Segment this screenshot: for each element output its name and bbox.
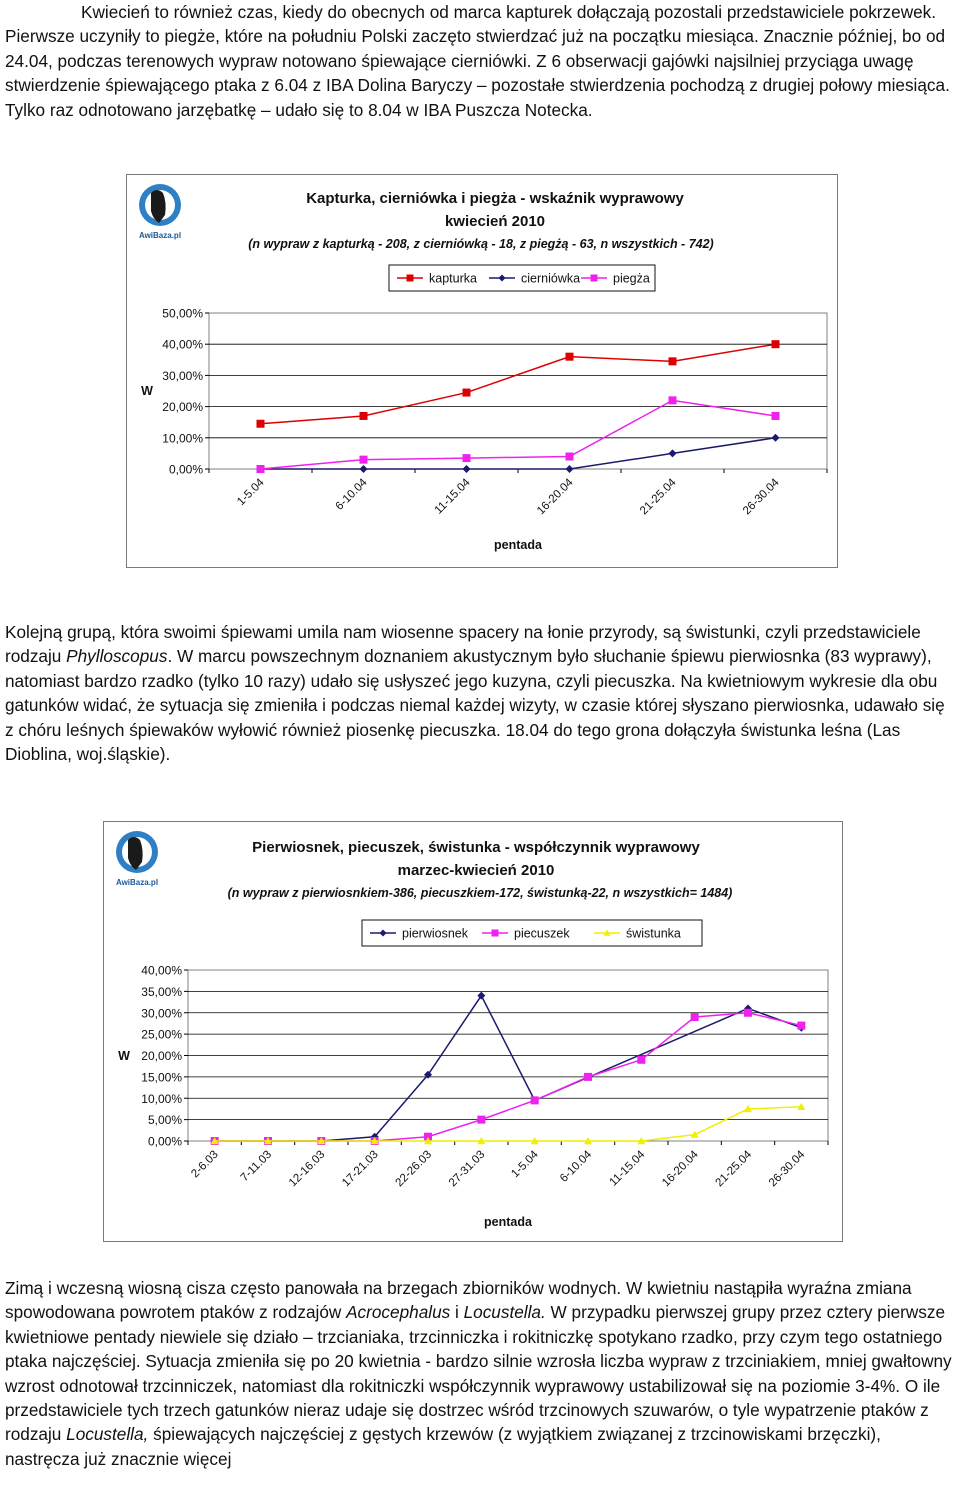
chart-subtitle: marzec-kwiecień 2010 bbox=[397, 862, 555, 879]
legend-marker bbox=[407, 275, 414, 282]
series-line bbox=[261, 344, 776, 424]
legend-label: pierwiosnek bbox=[402, 926, 469, 941]
data-point bbox=[566, 353, 574, 361]
chart-legend bbox=[362, 920, 702, 946]
y-tick-label: 40,00% bbox=[141, 963, 182, 978]
chart-kapturka-ciernowka-piegza bbox=[126, 174, 838, 568]
y-tick-label: 30,00% bbox=[162, 368, 203, 383]
paragraph-text: Zimą i wczesną wiosną cisza często panowała na brzegach zbiorników wodnych. W kwietniu nastąpiła wyraźna zmiana spowodowana powrotem ptaków z rodzajów bbox=[5, 1278, 912, 1323]
x-tick-label: 7-11.03 bbox=[238, 1148, 275, 1185]
data-point bbox=[477, 992, 485, 1000]
chart-title: Kapturka, cierniówka i piegża - wskaźnik wyprawowy bbox=[306, 190, 684, 207]
x-tick-label: 6-10.04 bbox=[558, 1148, 595, 1185]
data-point bbox=[772, 340, 780, 348]
data-point bbox=[566, 465, 574, 473]
chart-legend bbox=[389, 265, 655, 291]
paragraph-text: . W marcu powszechnym doznaniem akustycznym było słuchanie śpiewu pierwiosnka (83 wyprawy), natomiast bardzo rzadko (tylko 10 razy) udało się usłyszeć jego kuzyna, czyli piecuszka. Na kwietniowym wykresie dla obu gatunków widać, że sytuacja się zmieniła i podczas niemal każdej wizyty, w czasie której słyszano pierwiosnka, udawało się z chóru leśnych śpiewaków wyłowić również piosenkę piecuszka. 18.04 do tego grona dołączyła świstunka leśna (Las Dioblina, woj.śląskie). bbox=[5, 646, 945, 765]
plot-area bbox=[141, 964, 828, 1190]
y-tick-label: 5,00% bbox=[147, 1113, 182, 1128]
legend-marker bbox=[492, 930, 499, 937]
genus-name: Locustella. bbox=[463, 1302, 546, 1323]
paragraph-text: W przypadku pierwszej grupy przez cztery pierwsze kwietniowe pentady niewiele się działo – trzcianiaka, trzcinniczka i rokitniczkę spotykano rzadko, przy czym tego ostatniego ptaka najczęściej. Sytuacja zmieniła się po 20 kwietnia - bardzo silnie wzrosła liczba wypraw z trzciniakiem, mniej gwałtowny wzrost odnotował trzcinniczek, natomiast dla rokitniczki współczynnik wyprawowy ustabilizował się na poziomie 3-4%. O ile przedstawiciele tych trzech gatunków nieraz udaje się dostrzec wśród trzcinowych szuwarów, o tyle wypatrzenie ptaków z rodzaju bbox=[5, 1302, 952, 1445]
paragraph-text: Kolejną grupą, która swoimi śpiewami umila nam wiosenne spacery na łonie przyrody, są świstunki, czyli przedstawiciele rodzaju bbox=[5, 622, 921, 667]
chart-svg bbox=[127, 175, 839, 569]
data-point bbox=[360, 456, 368, 464]
paragraph-kwiecien bbox=[5, 0, 957, 122]
series-line bbox=[215, 1107, 802, 1141]
series-line bbox=[261, 438, 776, 469]
genus-name: Acrocephalus bbox=[346, 1302, 451, 1323]
chart-subtitle: kwiecień 2010 bbox=[444, 213, 546, 230]
paragraph-swistunki bbox=[5, 620, 957, 766]
y-tick-label: 0,00% bbox=[168, 462, 203, 477]
data-point bbox=[772, 412, 780, 420]
series-świstunka bbox=[211, 1103, 806, 1144]
chart-svg bbox=[104, 822, 844, 1243]
y-axis-label: W bbox=[141, 384, 153, 398]
x-axis-label: pentada bbox=[484, 1215, 532, 1229]
x-tick-label: 16-20.04 bbox=[660, 1148, 701, 1190]
x-tick-label: 21-25.04 bbox=[638, 476, 679, 518]
genus-name: Locustella, bbox=[66, 1424, 149, 1445]
x-tick-label: 12-16.03 bbox=[286, 1148, 328, 1190]
data-point bbox=[797, 1022, 805, 1030]
x-tick-label: 2-6.03 bbox=[189, 1148, 221, 1181]
data-point bbox=[257, 465, 265, 473]
genus-name: Phylloscopus bbox=[66, 646, 168, 667]
chart-title: Pierwiosnek, piecuszek, świstunka - współczynnik wyprawowy bbox=[252, 839, 700, 856]
data-point bbox=[691, 1013, 699, 1021]
legend-label: cierniówka bbox=[521, 271, 581, 286]
legend-label: piecuszek bbox=[514, 926, 570, 941]
y-tick-label: 10,00% bbox=[141, 1091, 182, 1106]
series-line bbox=[261, 400, 776, 469]
legend-label: piegża bbox=[613, 271, 650, 286]
y-tick-label: 30,00% bbox=[141, 1006, 182, 1021]
data-point bbox=[772, 434, 780, 442]
data-point bbox=[744, 1009, 752, 1017]
plot-frame bbox=[209, 313, 827, 469]
chart-note: (n wypraw z pierwiosnkiem-386, piecuszkiem-172, świstunką-22, n wszystkich= 1484) bbox=[227, 886, 733, 900]
y-tick-label: 20,00% bbox=[141, 1049, 182, 1063]
data-point bbox=[669, 449, 677, 457]
legend-label: kapturka bbox=[429, 271, 477, 286]
x-tick-label: 21-25.04 bbox=[713, 1148, 755, 1190]
data-point bbox=[463, 465, 471, 473]
data-point bbox=[669, 357, 677, 365]
data-point bbox=[463, 389, 471, 397]
series-piegża bbox=[257, 396, 780, 473]
data-point bbox=[584, 1073, 592, 1081]
logo-text: AwiBaza.pl bbox=[138, 231, 182, 240]
x-tick-label: 26-30.04 bbox=[766, 1148, 808, 1190]
y-tick-label: 25,00% bbox=[141, 1027, 182, 1042]
x-tick-label: 1-5.04 bbox=[235, 476, 267, 509]
y-tick-label: 10,00% bbox=[162, 431, 203, 446]
data-point bbox=[257, 420, 265, 428]
x-tick-label: 11-15.04 bbox=[607, 1148, 648, 1189]
x-axis-label: pentada bbox=[494, 538, 542, 552]
chart-note: (n wypraw z kapturką - 208, z cierniówką - 18, z piegżą - 63, n wszystkich - 742) bbox=[248, 237, 714, 251]
paragraph-text: śpiewających najczęściej z gęstych krzewów (z wyjątkiem związanej z trzcinowiskami brzęczki), nastręcza już znacznie więcej bbox=[5, 1424, 881, 1469]
x-tick-label: 6-10.04 bbox=[333, 476, 370, 513]
x-tick-label: 1-5.04 bbox=[509, 1148, 541, 1181]
data-point bbox=[566, 453, 574, 461]
logo-text: AwiBaza.pl bbox=[115, 878, 159, 887]
legend-marker bbox=[591, 275, 598, 282]
awibaza-logo bbox=[116, 831, 158, 887]
series-kapturka bbox=[257, 340, 780, 428]
x-tick-label: 22-26.03 bbox=[393, 1148, 435, 1190]
y-tick-label: 20,00% bbox=[162, 400, 203, 415]
x-tick-label: 17-21.03 bbox=[340, 1148, 381, 1190]
x-tick-label: 11-15.04 bbox=[432, 476, 473, 517]
data-point bbox=[360, 465, 368, 473]
chart-pierwiosnek-piecuszek-swistunka bbox=[103, 821, 843, 1242]
y-tick-label: 40,00% bbox=[162, 337, 203, 352]
paragraph-zbiorniki bbox=[5, 1276, 957, 1471]
data-point bbox=[637, 1056, 645, 1064]
y-tick-label: 50,00% bbox=[162, 306, 203, 321]
data-point bbox=[360, 412, 368, 420]
paragraph-text: i bbox=[450, 1302, 464, 1323]
data-point bbox=[669, 396, 677, 404]
data-point bbox=[531, 1096, 539, 1104]
x-tick-label: 16-20.04 bbox=[535, 476, 576, 518]
paragraph-text: Kwiecień to również czas, kiedy do obecnych od marca kapturek dołączają pozostali przedstawiciele pokrzewek. Pierwsze uczyniły to piegże, które na południu Polski zaczęto stwierdzać już na początku miesiąca. Znacznie później, bo od 24.04, podczas terenowych wypraw notowano śpiewające cierniówki. Z 6 obserwacji gajówki najsilniej przyciąga uwagę stwierdzenie śpiewającego ptaka z 6.04 z IBA Dolina Baryczy – pozostałe stwierdzenia pochodzą z drugiej połowy miesiąca. Tylko raz odnotowano jarzębatkę – udało się to 8.04 w IBA Puszcza Notecka. bbox=[5, 2, 950, 120]
y-tick-label: 0,00% bbox=[147, 1134, 182, 1149]
y-axis-label: W bbox=[118, 1049, 130, 1063]
x-tick-label: 27-31.03 bbox=[446, 1148, 488, 1190]
y-tick-label: 35,00% bbox=[141, 984, 182, 999]
awibaza-logo bbox=[139, 184, 181, 240]
legend-label: świstunka bbox=[626, 926, 681, 941]
series-cierniówka bbox=[257, 434, 780, 473]
data-point bbox=[463, 454, 471, 462]
data-point bbox=[477, 1116, 485, 1124]
x-tick-label: 26-30.04 bbox=[741, 476, 782, 518]
series-line bbox=[215, 996, 802, 1141]
y-tick-label: 15,00% bbox=[141, 1070, 182, 1085]
plot-area bbox=[162, 307, 827, 518]
